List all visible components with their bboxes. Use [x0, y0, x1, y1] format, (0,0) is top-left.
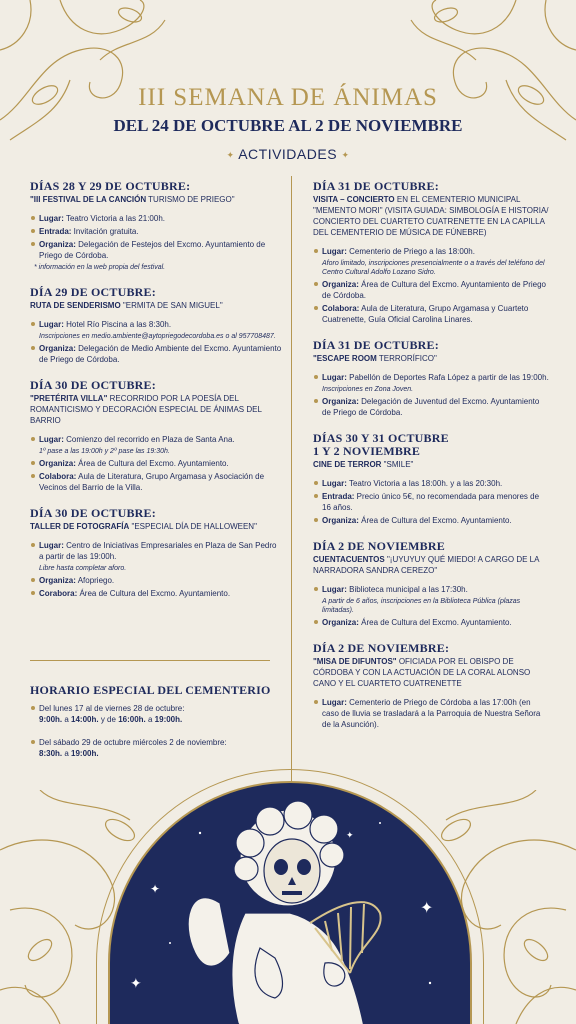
detail-label: Organiza:	[39, 344, 76, 353]
sep: a	[62, 715, 72, 724]
event-title-bold: VISITA – CONCIERTO	[313, 195, 395, 204]
schedule-item	[30, 737, 280, 759]
detail-item	[313, 515, 549, 526]
detail-label: Corabora:	[39, 589, 78, 598]
detail-label: Organiza:	[322, 280, 359, 289]
detail-item	[30, 458, 282, 469]
event-title-rest: "SMILE"	[381, 460, 414, 469]
event-details	[30, 434, 282, 493]
detail-label: Lugar:	[39, 320, 64, 329]
detail-label: Organiza:	[39, 576, 76, 585]
event-title-bold: "ESCAPE ROOM	[313, 354, 377, 363]
event-title	[30, 393, 282, 426]
event-block	[30, 286, 282, 365]
event-date: DÍAS 28 Y 29 DE OCTUBRE:	[30, 179, 191, 193]
detail-item	[313, 396, 549, 418]
detail-text: Centro de Iniciativas Empresariales en Plaza de San Pedro a partir de las 19:00h.	[39, 541, 277, 561]
event-block	[30, 507, 282, 599]
event-title-bold: "III FESTIVAL DE LA CANCIÓN	[30, 195, 147, 204]
event-title-bold: RUTA DE SENDERISMO	[30, 301, 121, 310]
cemetery-schedule	[30, 684, 280, 761]
detail-text: Área de Cultura del Excmo. Ayuntamiento.	[75, 459, 229, 468]
event-title-rest: OFICIADA POR EL OBISPO DE CÓRDOBA Y CON LA ACTUACIÓN DE LA CORAL ALONSO CANO Y EL CUARTETO CUATRENETTE	[313, 657, 531, 688]
detail-text: Delegación de Festejos del Excmo. Ayuntamiento de Priego de Córdoba.	[39, 240, 266, 260]
column-divider	[291, 176, 292, 782]
section-heading	[0, 146, 576, 162]
detail-item	[313, 584, 549, 595]
event-block	[30, 180, 282, 272]
star-icon: ✦	[440, 846, 447, 855]
event-title-bold: "MISA DE DIFUNTOS"	[313, 657, 397, 666]
detail-label: Organiza:	[39, 459, 76, 468]
detail-label: Organiza:	[322, 397, 359, 406]
detail-label: Organiza:	[322, 618, 359, 627]
event-details	[313, 478, 549, 526]
detail-label: Lugar:	[322, 373, 347, 382]
header	[0, 84, 576, 162]
detail-label: Lugar:	[322, 698, 347, 707]
detail-text: Precio único 5€, no recomendada para menores de 16 años.	[322, 492, 540, 512]
time: 8:30h.	[39, 749, 63, 758]
detail-label: Entrada:	[39, 227, 72, 236]
event-date: DÍAS 30 Y 31 OCTUBRE 1 Y 2 NOVIEMBRE	[313, 431, 449, 458]
star-icon: ✦	[346, 830, 354, 840]
schedule-title: HORARIO ESPECIAL DEL CEMENTERIO	[30, 683, 271, 697]
time: 19:00h.	[71, 749, 99, 758]
star-icon: ✦	[150, 882, 161, 896]
detail-text: Teatro Victoria a las 18:00h. y a las 20:30h.	[346, 479, 503, 488]
detail-item	[313, 303, 549, 325]
time: 19:00h.	[154, 715, 183, 724]
event-block	[313, 339, 549, 418]
detail-text: Área de Cultura del Excmo. Ayuntamiento.	[358, 516, 512, 525]
event-details	[313, 584, 549, 628]
schedule-range: Del sábado 29 de octubre miércoles 2 de noviembre:	[39, 738, 227, 747]
event-title	[313, 194, 549, 238]
detail-item	[30, 540, 282, 562]
event-details	[313, 372, 549, 418]
event-block	[313, 432, 549, 526]
detail-label: Lugar:	[39, 435, 64, 444]
star-icon: ✦	[130, 975, 142, 991]
detail-text: Teatro Victoria a las 21:00h.	[63, 214, 165, 223]
event-title-rest: "ERMITA DE SAN MIGUEL"	[120, 301, 223, 310]
detail-text: Aula de Literatura, Grupo Argamasa y Asociación de Vecinos del Barrio de la Villa.	[39, 472, 265, 492]
schedule-item	[30, 703, 280, 725]
detail-item	[313, 279, 549, 301]
event-date: DÍA 29 DE OCTUBRE:	[30, 285, 156, 299]
event-date: DÍA 31 DE OCTUBRE:	[313, 338, 439, 352]
detail-label: Colabora:	[39, 472, 77, 481]
detail-item	[30, 226, 282, 237]
page-subtitle: DEL 24 DE OCTUBRE AL 2 DE NOVIEMBRE	[113, 116, 463, 135]
event-title-rest: "¡UYUYUY QUÉ MIEDO! A CARGO DE LA NARRADORA SANDRA CEREZO"	[313, 555, 540, 575]
detail-text: Afopriego.	[75, 576, 115, 585]
detail-text: Pabellón de Deportes Rafa López a partir de las 19:00h.	[346, 373, 549, 382]
time: 14:00h.	[71, 715, 99, 724]
event-details	[30, 213, 282, 272]
detail-label: Entrada:	[322, 492, 355, 501]
detail-item	[30, 434, 282, 445]
detail-text: Biblioteca municipal a las 17:30h.	[346, 585, 468, 594]
detail-label: Organiza:	[322, 516, 359, 525]
sep: y de	[98, 715, 119, 724]
event-details	[30, 540, 282, 599]
event-block	[313, 180, 549, 325]
sep: a	[62, 749, 72, 758]
detail-item	[30, 213, 282, 224]
right-column	[313, 180, 549, 744]
event-title-bold: CINE DE TERROR	[313, 460, 382, 469]
event-date: DÍA 30 DE OCTUBRE:	[30, 378, 156, 392]
event-details	[313, 697, 549, 730]
event-title	[313, 554, 549, 576]
detail-label: Lugar:	[39, 214, 64, 223]
event-title	[30, 521, 282, 532]
event-date: DÍA 2 DE NOVIEMBRE	[313, 539, 445, 553]
detail-item	[30, 343, 282, 365]
section-label: ACTIVIDADES	[238, 146, 338, 162]
detail-item	[313, 491, 549, 513]
page-title: III SEMANA DE ÁNIMAS	[138, 84, 438, 111]
detail-item	[30, 588, 282, 599]
detail-text: Aula de Literatura, Grupo Argamasa y Cuarteto Cuatrenette, Guía Oficial Carolina Linares.	[322, 304, 529, 324]
detail-text: Área de Cultura del Excmo. Ayuntamiento.	[358, 618, 512, 627]
event-block	[313, 540, 549, 628]
detail-label: Lugar:	[322, 585, 347, 594]
event-title-rest: RECORRIDO POR LA POESÍA DEL ROMANTICISMO Y DECORACIÓN ESPECIAL DE ÁNIMAS DEL BARRIO	[30, 394, 262, 425]
event-title-rest: "ESPECIAL DÍA DE HALLOWEEN"	[129, 522, 257, 531]
event-title	[30, 194, 282, 205]
detail-item	[30, 471, 282, 493]
left-column	[30, 180, 282, 613]
time: 9:00h.	[39, 715, 63, 724]
detail-item	[313, 617, 549, 628]
detail-item	[313, 478, 549, 489]
detail-text: Área de Cultura del Excmo. Ayuntamiento.	[77, 589, 231, 598]
event-title	[313, 353, 549, 364]
event-details	[30, 319, 282, 365]
star-icon: ✦	[341, 149, 350, 160]
detail-text: Hotel Río Piscina a las 8:30h.	[63, 320, 172, 329]
detail-text: Área de Cultura del Excmo. Ayuntamiento de Priego de Córdoba.	[322, 280, 546, 300]
star-icon: ✦	[226, 149, 235, 160]
detail-note: 1º pase a las 19:00h y 2º pase las 19:30h.	[39, 448, 170, 455]
detail-item	[313, 246, 549, 257]
event-date: DÍA 2 DE NOVIEMBRE:	[313, 641, 450, 655]
detail-item	[30, 575, 282, 586]
detail-label: Organiza:	[39, 240, 76, 249]
event-title-bold: TALLER DE FOTOGRAFÍA	[30, 522, 130, 531]
event-title	[313, 459, 549, 470]
detail-text: Cementerio de Priego a las 18:00h.	[346, 247, 475, 256]
event-block	[30, 379, 282, 493]
event-title	[30, 300, 282, 311]
event-title	[313, 656, 549, 689]
star-icon: ✦	[420, 900, 434, 917]
time: 16:00h.	[118, 715, 146, 724]
schedule-range: Del lunes 17 al de viernes 28 de octubre:	[39, 704, 185, 713]
detail-note: Aforo limitado, inscripciones presencialmente o a través del teléfono del Centro Cultural Adolfo Lozano Sidro.	[322, 260, 545, 276]
event-note: * información en la web propia del festival.	[34, 264, 166, 271]
detail-text: Comienzo del recorrido en Plaza de Santa Ana.	[63, 435, 235, 444]
detail-note: Libre hasta completar aforo.	[39, 565, 127, 572]
detail-text: Invitación gratuita.	[71, 227, 139, 236]
detail-text: Cementerio de Priego de Córdoba a las 17:00h (en caso de lluvia se trasladará a la Parroquia de Nuestra Señora de la Asunción).	[322, 698, 541, 729]
detail-item	[313, 372, 549, 383]
event-title-bold: CUENTACUENTOS	[313, 555, 385, 564]
detail-label: Lugar:	[322, 479, 347, 488]
event-title-rest: TURISMO DE PRIEGO"	[146, 195, 235, 204]
detail-note: Inscripciones en medio.ambiente@aytopriegodecordoba.es o al 957708487.	[39, 333, 276, 340]
detail-text: Delegación de Juventud del Excmo. Ayuntamiento de Priego de Córdoba.	[322, 397, 540, 417]
event-title-bold: "PRETÉRITA VILLA"	[30, 394, 108, 403]
detail-note: Inscripciones en Zona Joven.	[322, 386, 414, 393]
detail-item	[313, 697, 549, 730]
event-block	[313, 642, 549, 730]
detail-item	[30, 239, 282, 261]
detail-item	[30, 319, 282, 330]
detail-label: Colabora:	[322, 304, 360, 313]
event-details	[313, 246, 549, 325]
event-title-rest: EN EL CEMENTERIO MUNICIPAL "MEMENTO MORI" (VISITA GUIADA: SIMBOLOGÍA E HISTORIA/ CONCIERTO DEL CUARTETO CUATRENETTE EN LA CAPILLA DEL CEMENTERIO DE MÚSICA DE FÚNEBRE)	[313, 195, 549, 237]
event-title-rest: TERRORÍFICO"	[376, 354, 437, 363]
horizontal-divider	[30, 660, 270, 661]
sep: a	[145, 715, 155, 724]
detail-note: A partir de 6 años, inscripciones en la Biblioteca Pública (plazas limitadas).	[322, 598, 521, 614]
detail-label: Lugar:	[322, 247, 347, 256]
detail-text: Delegación de Medio Ambiente del Excmo. Ayuntamiento de Priego de Córdoba.	[39, 344, 282, 364]
event-date: DÍA 31 DE OCTUBRE:	[313, 179, 439, 193]
event-date: DÍA 30 DE OCTUBRE:	[30, 506, 156, 520]
detail-label: Lugar:	[39, 541, 64, 550]
